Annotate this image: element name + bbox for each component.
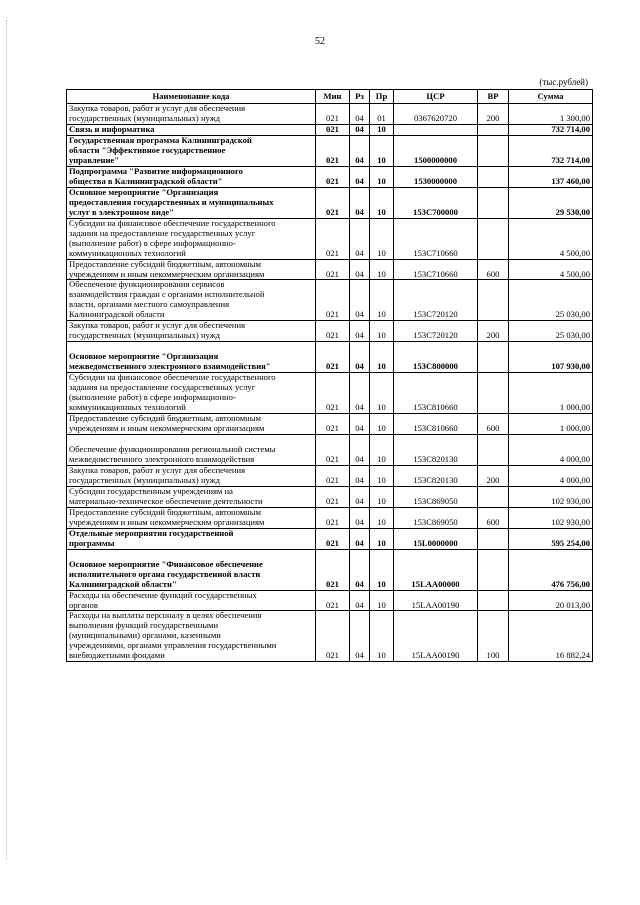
cell-vr (478, 528, 509, 549)
cell-name: Расходы на обеспечение функций государственных органов (67, 590, 316, 611)
cell-sum: 25 030,00 (509, 321, 593, 342)
cell-rz: 04 (350, 414, 370, 435)
table-row (67, 611, 593, 662)
cell-rz: 04 (350, 465, 370, 486)
header-name: Наименование кода (67, 90, 316, 104)
cell-csr: 15LАА00190 (394, 611, 478, 662)
cell-csr: 15L0000000 (394, 528, 478, 549)
cell-rz: 04 (350, 321, 370, 342)
cell-pr: 10 (370, 280, 394, 321)
cell-min: 021 (316, 218, 350, 259)
cell-csr: 153С869050 (394, 486, 478, 507)
cell-csr: 15LАА00000 (394, 549, 478, 590)
cell-sum: 1 000,00 (509, 414, 593, 435)
cell-vr (478, 218, 509, 259)
cell-rz: 04 (350, 280, 370, 321)
cell-rz: 04 (350, 486, 370, 507)
table-row (67, 104, 593, 125)
cell-vr (478, 549, 509, 590)
cell-pr: 10 (370, 342, 394, 373)
cell-sum: 137 460,00 (509, 166, 593, 187)
cell-csr: 153С700000 (394, 187, 478, 218)
cell-name: Отдельные мероприятия государственной программы (67, 528, 316, 549)
cell-pr: 10 (370, 414, 394, 435)
table-row (67, 342, 593, 373)
cell-csr: 153С720120 (394, 321, 478, 342)
table-row (67, 187, 593, 218)
table-row (67, 414, 593, 435)
cell-csr: 15LАА00190 (394, 590, 478, 611)
cell-name: Обеспечение функционирования региональной системы межведомственного электронного взаимодействия (67, 435, 316, 466)
cell-rz: 04 (350, 435, 370, 466)
header-sum: Сумма (509, 90, 593, 104)
table-row (67, 218, 593, 259)
cell-csr: 153С820130 (394, 465, 478, 486)
cell-vr: 200 (478, 321, 509, 342)
table-row (67, 590, 593, 611)
cell-name: Связь и информатика (67, 124, 316, 135)
cell-csr: 153С710660 (394, 218, 478, 259)
cell-vr: 200 (478, 104, 509, 125)
cell-rz: 04 (350, 507, 370, 528)
cell-rz: 04 (350, 549, 370, 590)
cell-name: Государственная программа Калининградской области "Эффективное государственное управление" (67, 135, 316, 166)
table-row (67, 507, 593, 528)
cell-sum: 20 013,00 (509, 590, 593, 611)
cell-rz: 04 (350, 166, 370, 187)
cell-sum: 4 000,00 (509, 465, 593, 486)
left-margin-dotted-line (6, 20, 9, 860)
header-rz: Рз (350, 90, 370, 104)
cell-vr (478, 373, 509, 414)
table-row (67, 280, 593, 321)
table-row (67, 166, 593, 187)
cell-min: 021 (316, 528, 350, 549)
cell-min: 021 (316, 590, 350, 611)
cell-min: 021 (316, 373, 350, 414)
cell-vr (478, 435, 509, 466)
cell-csr: 0367620720 (394, 104, 478, 125)
cell-vr: 100 (478, 611, 509, 662)
cell-min: 021 (316, 166, 350, 187)
cell-rz: 04 (350, 342, 370, 373)
table-row (67, 465, 593, 486)
cell-min: 021 (316, 124, 350, 135)
cell-sum: 102 930,00 (509, 507, 593, 528)
cell-sum: 595 254,00 (509, 528, 593, 549)
cell-min: 021 (316, 611, 350, 662)
cell-name: Закупка товаров, работ и услуг для обеспечения государственных (муниципальных) нужд (67, 465, 316, 486)
cell-min: 021 (316, 507, 350, 528)
cell-rz: 04 (350, 259, 370, 280)
cell-sum: 476 756,00 (509, 549, 593, 590)
cell-pr: 01 (370, 104, 394, 125)
cell-csr: 153С810660 (394, 414, 478, 435)
cell-name: Субсидии на финансовое обеспечение государственного задания на предоставление государственных услуг (выполнение работ) в сфере информационно- коммуникационных технологий (67, 218, 316, 259)
cell-pr: 10 (370, 611, 394, 662)
cell-pr: 10 (370, 187, 394, 218)
cell-csr (394, 124, 478, 135)
cell-min: 021 (316, 465, 350, 486)
cell-rz: 04 (350, 373, 370, 414)
table-row (67, 321, 593, 342)
cell-sum: 102 930,00 (509, 486, 593, 507)
cell-name: Закупка товаров, работ и услуг для обеспечения государственных (муниципальных) нужд (67, 104, 316, 125)
cell-pr: 10 (370, 528, 394, 549)
cell-sum: 29 530,00 (509, 187, 593, 218)
table-row (67, 435, 593, 466)
cell-name: Субсидии государственным учреждениям на материально-техническое обеспечение деятельности (67, 486, 316, 507)
cell-rz: 04 (350, 611, 370, 662)
table-row (67, 486, 593, 507)
cell-name: Предоставление субсидий бюджетным, автономным учреждениям и иным некоммерческим организациям (67, 414, 316, 435)
cell-min: 021 (316, 104, 350, 125)
units-label: (тыс.рублей) (539, 77, 588, 87)
cell-sum: 4 500,00 (509, 259, 593, 280)
cell-pr: 10 (370, 549, 394, 590)
cell-sum: 16 882,24 (509, 611, 593, 662)
cell-vr: 600 (478, 414, 509, 435)
cell-sum: 4 000,00 (509, 435, 593, 466)
header-csr: ЦСР (394, 90, 478, 104)
cell-rz: 04 (350, 218, 370, 259)
header-vr: ВР (478, 90, 509, 104)
cell-csr: 153С720120 (394, 280, 478, 321)
cell-csr: 153С710660 (394, 259, 478, 280)
cell-name: Закупка товаров, работ и услуг для обеспечения государственных (муниципальных) нужд (67, 321, 316, 342)
cell-pr: 10 (370, 218, 394, 259)
cell-csr: 1500000000 (394, 135, 478, 166)
cell-pr: 10 (370, 259, 394, 280)
cell-csr: 153С869050 (394, 507, 478, 528)
cell-min: 021 (316, 187, 350, 218)
cell-pr: 10 (370, 486, 394, 507)
table-row (67, 549, 593, 590)
cell-pr: 10 (370, 507, 394, 528)
cell-name: Расходы на выплаты персоналу в целях обеспечения выполнения функций государственными (муниципальными) органами, казенными учреждениями, органами управления государственными внебюджетными фондами (67, 611, 316, 662)
cell-rz: 04 (350, 528, 370, 549)
header-pr: Пр (370, 90, 394, 104)
cell-rz: 04 (350, 135, 370, 166)
table-row (67, 124, 593, 135)
cell-vr (478, 124, 509, 135)
cell-pr: 10 (370, 465, 394, 486)
cell-csr: 1530000000 (394, 166, 478, 187)
cell-name: Предоставление субсидий бюджетным, автономным учреждениям и иным некоммерческим организациям (67, 507, 316, 528)
cell-vr (478, 166, 509, 187)
table-row (67, 528, 593, 549)
budget-table (66, 89, 593, 662)
cell-name: Основное мероприятие "Организация межведомственного электронного взаимодействия" (67, 342, 316, 373)
cell-min: 021 (316, 280, 350, 321)
cell-vr (478, 187, 509, 218)
cell-name: Субсидии на финансовое обеспечение государственного задания на предоставление государственных услуг (выполнение работ) в сфере информационно- коммуникационных технологий (67, 373, 316, 414)
table-row (67, 373, 593, 414)
cell-min: 021 (316, 342, 350, 373)
cell-min: 021 (316, 321, 350, 342)
cell-sum: 1 300,00 (509, 104, 593, 125)
cell-vr (478, 280, 509, 321)
cell-csr: 153С820130 (394, 435, 478, 466)
cell-pr: 10 (370, 166, 394, 187)
cell-vr (478, 135, 509, 166)
cell-csr: 153С800000 (394, 342, 478, 373)
table-header-row (67, 90, 593, 104)
cell-pr: 10 (370, 321, 394, 342)
cell-sum: 1 000,00 (509, 373, 593, 414)
page-number: 52 (315, 36, 325, 47)
cell-min: 021 (316, 414, 350, 435)
cell-min: 021 (316, 486, 350, 507)
cell-vr: 200 (478, 465, 509, 486)
table-row (67, 259, 593, 280)
cell-vr (478, 590, 509, 611)
cell-rz: 04 (350, 104, 370, 125)
cell-name: Предоставление субсидий бюджетным, автономным учреждениям и иным некоммерческим организациям (67, 259, 316, 280)
cell-min: 021 (316, 259, 350, 280)
cell-rz: 04 (350, 124, 370, 135)
cell-pr: 10 (370, 373, 394, 414)
cell-rz: 04 (350, 590, 370, 611)
cell-name: Обеспечение функционирования сервисов взаимодействия граждан с органами исполнительной власти, органами местного самоуправления Калининградской области (67, 280, 316, 321)
cell-sum: 732 714,00 (509, 135, 593, 166)
cell-name: Основное мероприятие "Организация предоставления государственных и муниципальных услуг в электронном виде" (67, 187, 316, 218)
cell-pr: 10 (370, 124, 394, 135)
cell-name: Подпрограмма "Развитие информационного общества в Калининградской области" (67, 166, 316, 187)
table-row (67, 135, 593, 166)
cell-pr: 10 (370, 435, 394, 466)
cell-min: 021 (316, 435, 350, 466)
cell-csr: 153С810660 (394, 373, 478, 414)
cell-sum: 732 714,00 (509, 124, 593, 135)
cell-name: Основное мероприятие "Финансовое обеспечение исполнительного органа государственной власти Калининградской области" (67, 549, 316, 590)
cell-pr: 10 (370, 590, 394, 611)
cell-vr (478, 486, 509, 507)
cell-vr: 600 (478, 507, 509, 528)
cell-sum: 107 930,00 (509, 342, 593, 373)
cell-sum: 4 500,00 (509, 218, 593, 259)
cell-vr: 600 (478, 259, 509, 280)
cell-pr: 10 (370, 135, 394, 166)
cell-min: 021 (316, 549, 350, 590)
cell-rz: 04 (350, 187, 370, 218)
cell-sum: 25 030,00 (509, 280, 593, 321)
cell-vr (478, 342, 509, 373)
header-min: Мин (316, 90, 350, 104)
cell-min: 021 (316, 135, 350, 166)
